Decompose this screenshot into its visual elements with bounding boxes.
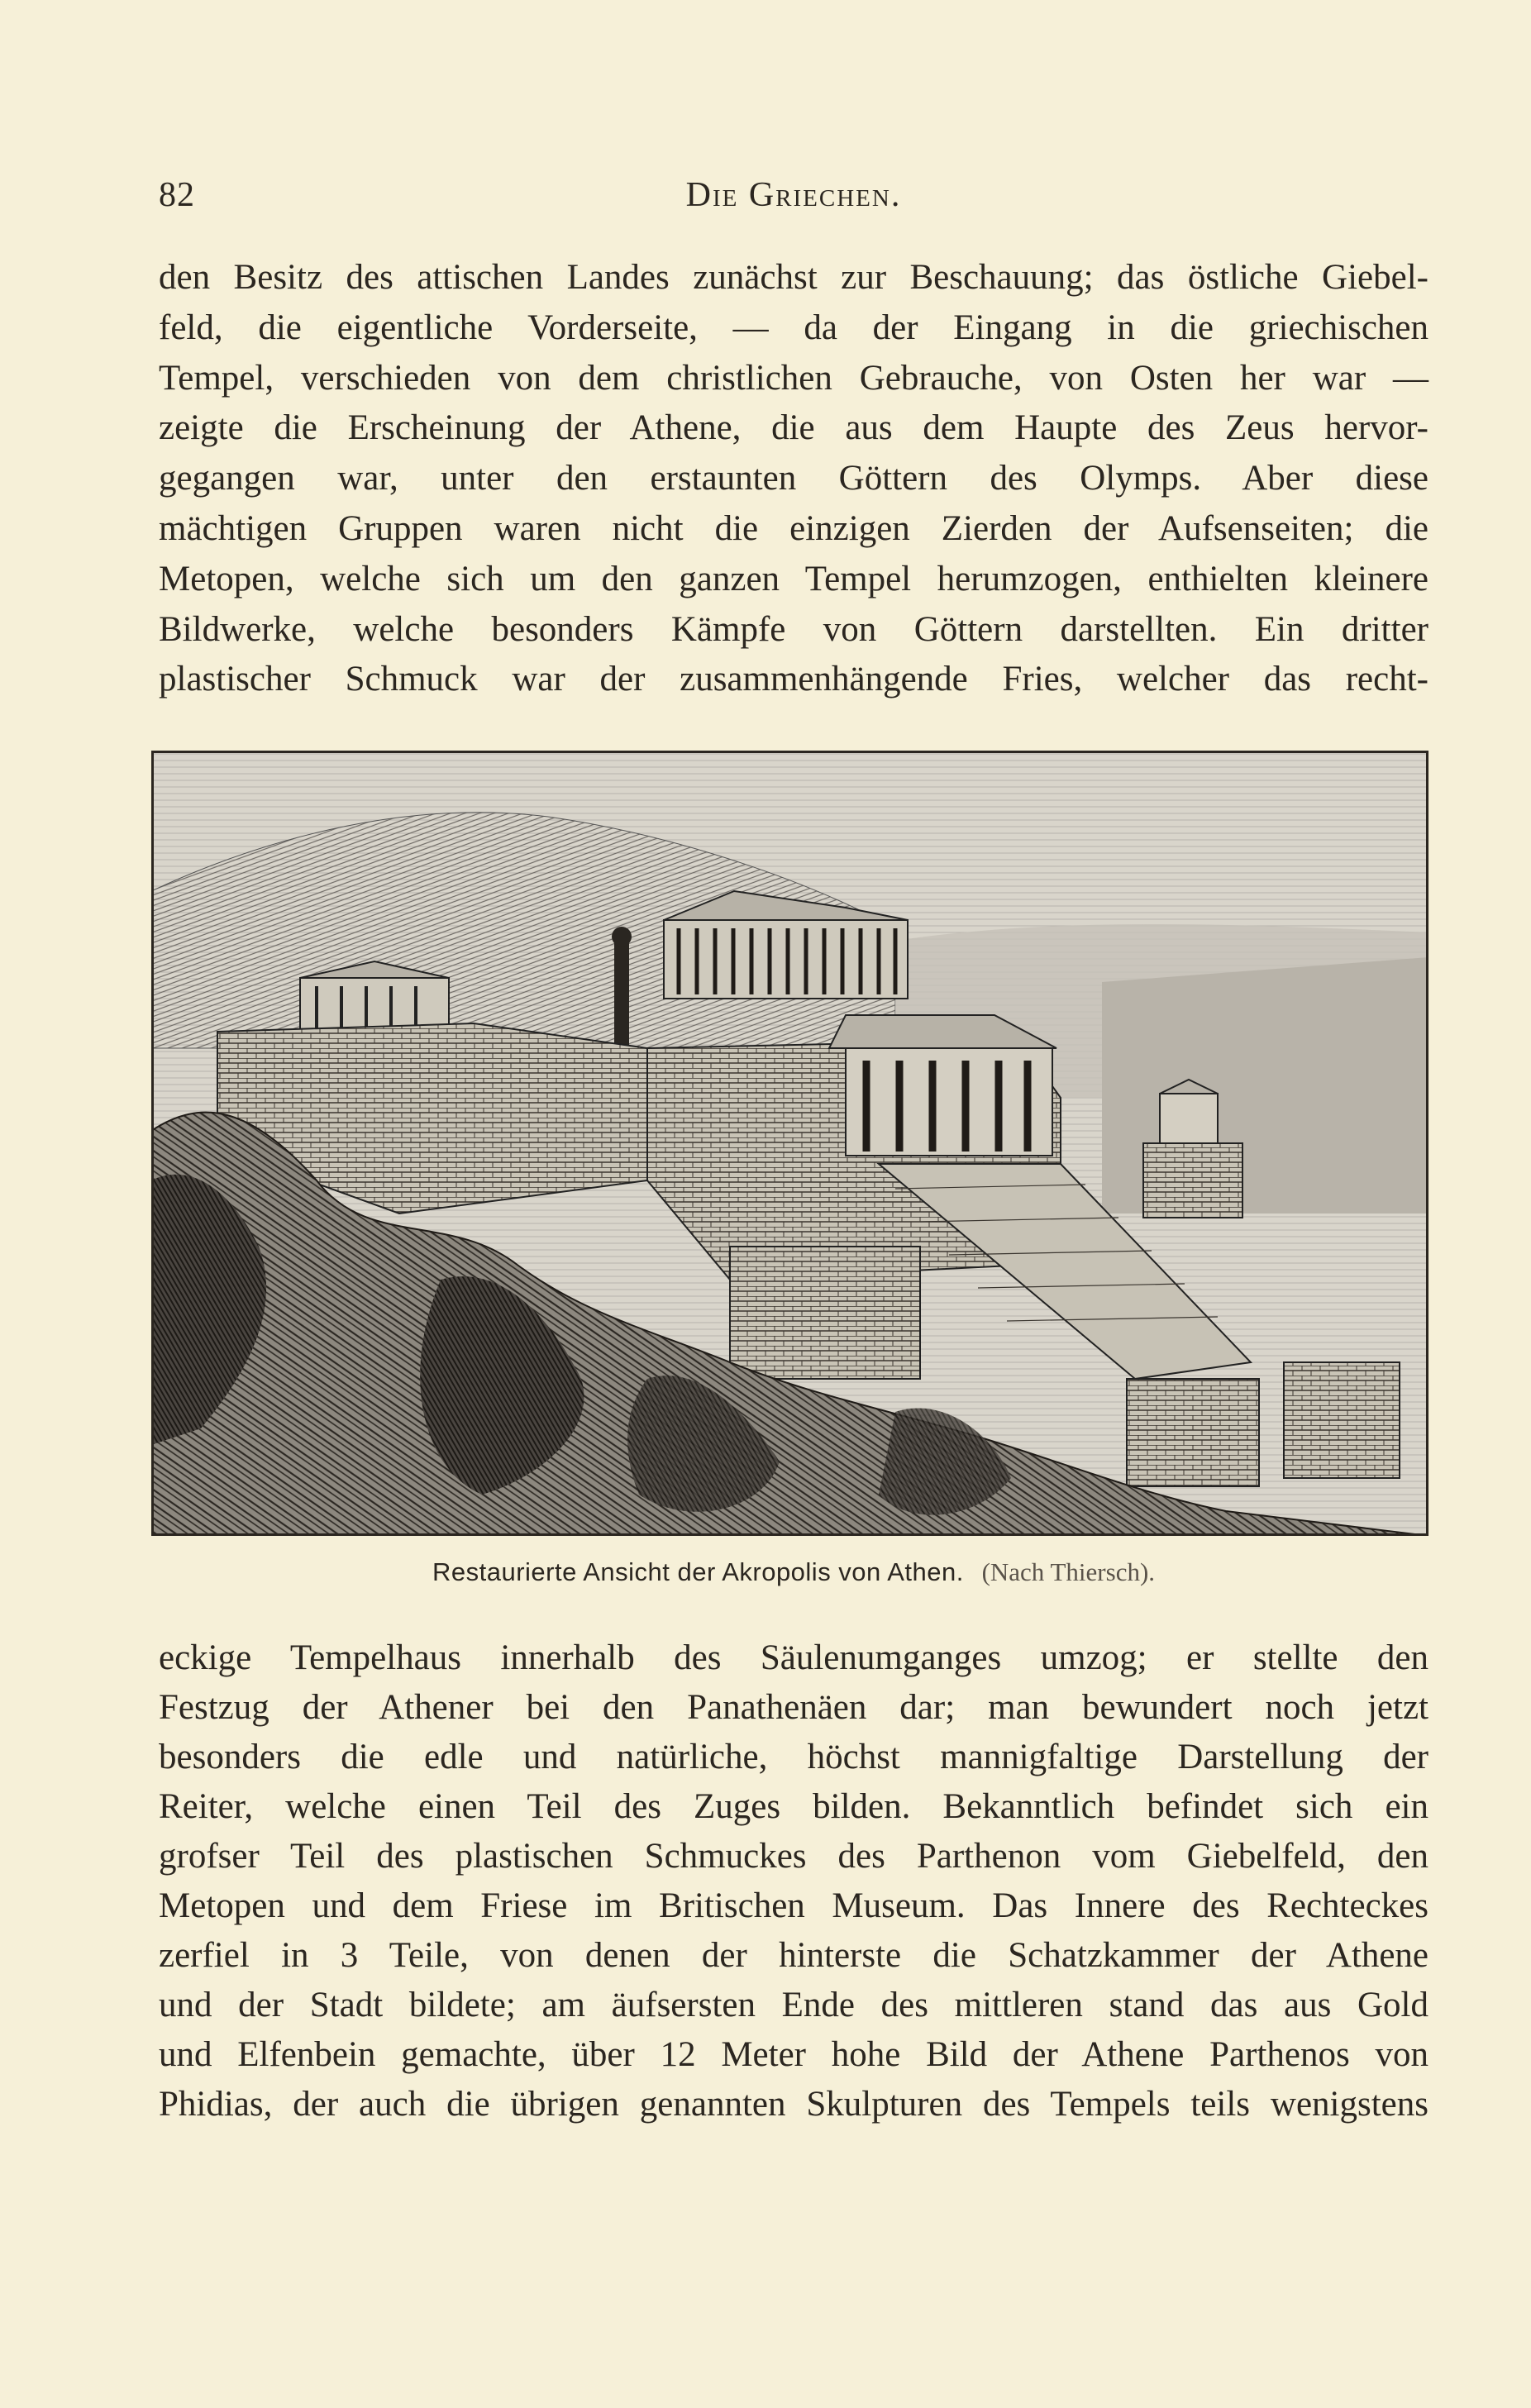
- paragraph-top: [159, 253, 1428, 705]
- text-line: grofser Teil des plastischen Schmuckes des Parthenon vom Giebelfeld, den: [159, 1837, 1428, 1876]
- caption-text: Restaurierte Ansicht der Akropolis von Athen.: [432, 1557, 964, 1586]
- text-line: und Elfenbein gemachte, über 12 Meter hohe Bild der Athene Parthenos von: [159, 2035, 1428, 2074]
- figure-caption: [149, 1557, 1438, 1587]
- text-line: zerfiel in 3 Teile, von denen der hinterste die Schatzkammer der Athene: [159, 1936, 1428, 1975]
- paragraph-bottom: [159, 1633, 1428, 2129]
- running-head: Die Griechen.: [685, 176, 902, 214]
- text-line: mächtigen Gruppen waren nicht die einzigen Zierden der Aufsenseiten; die: [159, 508, 1428, 548]
- acropolis-illustration: [151, 751, 1428, 1536]
- text-line: Metopen und dem Friese im Britischen Museum. Das Innere des Rechteckes: [159, 1886, 1428, 1925]
- text-line: besonders die edle und natürliche, höchst mannigfaltige Darstellung der: [159, 1738, 1428, 1776]
- text-line: zeigte die Erscheinung der Athene, die aus dem Haupte des Zeus hervor-: [159, 408, 1428, 448]
- text-line: gegangen war, unter den erstaunten Göttern des Olymps. Aber diese: [159, 459, 1428, 498]
- text-line: plastischer Schmuck war der zusammenhängende Fries, welcher das recht-: [159, 660, 1428, 699]
- caption-credit: (Nach Thiersch).: [981, 1557, 1156, 1586]
- page-number: 82: [159, 176, 195, 214]
- text-line: Reiter, welche einen Teil des Zuges bilden. Bekanntlich befindet sich ein: [159, 1787, 1428, 1826]
- text-line: und der Stadt bildete; am äufsersten Ende des mittleren stand das aus Gold: [159, 1986, 1428, 2024]
- text-line: Phidias, der auch die übrigen genannten Skulpturen des Tempels teils wenigstens: [159, 2085, 1428, 2124]
- page-header: [159, 175, 1428, 225]
- text-line: eckige Tempelhaus innerhalb des Säulenumganges umzog; er stellte den: [159, 1638, 1428, 1677]
- text-line: den Besitz des attischen Landes zunächst zur Beschauung; das östliche Giebel-: [159, 258, 1428, 297]
- text-line: Tempel, verschieden von dem christlichen Gebrauche, von Osten her war —: [159, 358, 1428, 398]
- text-line: Metopen, welche sich um den ganzen Tempel herumzogen, enthielten kleinere: [159, 559, 1428, 598]
- text-line: Bildwerke, welche besonders Kämpfe von Göttern darstellten. Ein dritter: [159, 609, 1428, 649]
- text-line: feld, die eigentliche Vorderseite, — da der Eingang in die griechischen: [159, 308, 1428, 347]
- text-line: Festzug der Athener bei den Panathenäen dar; man bewundert noch jetzt: [159, 1688, 1428, 1727]
